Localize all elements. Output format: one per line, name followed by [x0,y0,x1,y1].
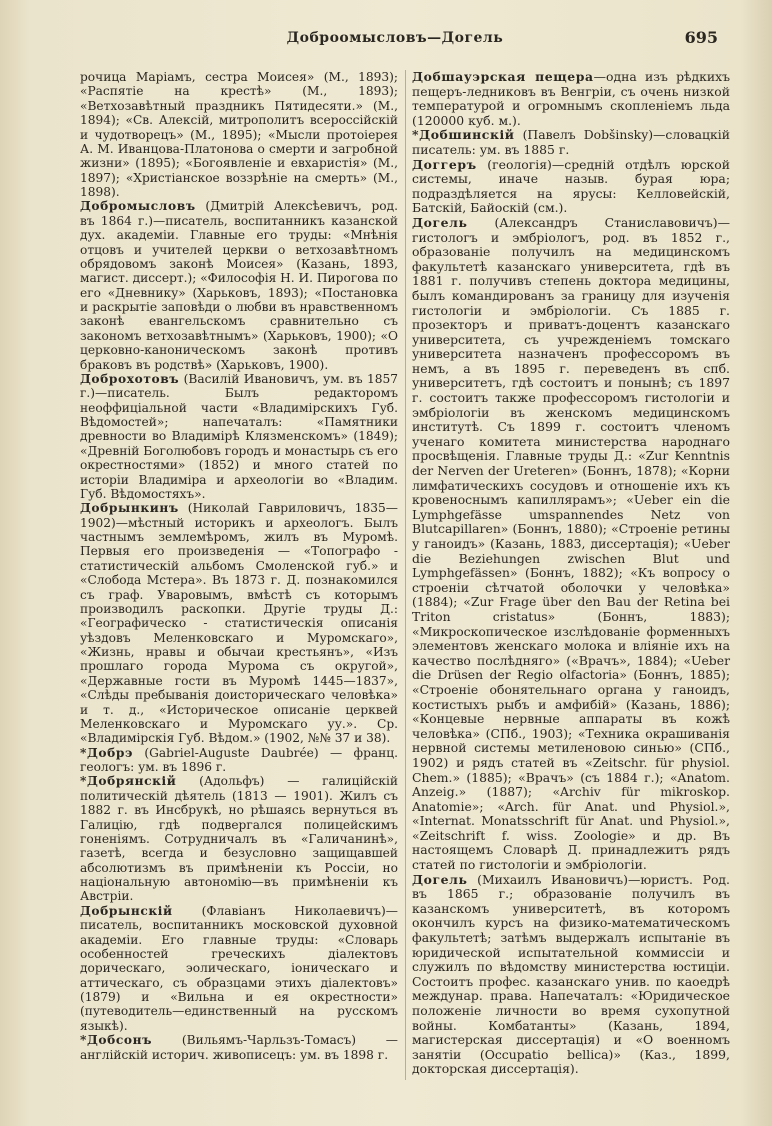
dictionary-entry [412,158,730,216]
dictionary-entry [80,372,398,501]
entry-headword: *Добрянскій [80,774,177,789]
dictionary-entry [412,216,730,873]
dictionary-entry [80,1033,398,1062]
left-column [80,70,398,1062]
entry-headword: *Добсонъ [80,1033,153,1048]
entry-text: (Павелъ Dobšinsky)—словацкій писатель: ум. въ 1885 г. [412,127,730,157]
dictionary-entry [80,199,398,372]
page-header [80,28,718,52]
entry-text: (Адольфъ) — галицiйскій политическій дѣятель (1813 — 1901). Жилъ съ 1882 г. въ Инсбрукѣ, но рѣшаясь вернуться въ Галицію, гдѣ подвергался полицейскимъ гоненіямъ. Сотрудничалъ въ «Галичанинѣ», газетѣ, всегда и безусловно защищавшей абсолютизмъ въ примѣненіи къ Россіи, но національную автономію—въ примѣненіи къ Австріи. [80,774,398,904]
column-divider [405,70,406,1080]
entry-text: (Николай Гавриловичъ, 1835—1902)—мѣстный историкъ и археологъ. Былъ частнымъ землемѣромъ, жилъ въ Муромѣ. Первыя его произведенія — «Топографо - статистическій альбомъ Смоленской губ.» и «Слобода Мстера». Въ 1873 г. Д. познакомился съ граф. Уваровымъ, вмѣстѣ съ которымъ производилъ раскопки. Другіе труды Д.: «Географическо - статистическія описанія уѣздовъ Меленковскаго и Муромскаго», «Жизнь, нравы и обычаи крестьянъ», «Изъ прошлаго города Мурома съ округой», «Державные гости въ Муромѣ 1445—1837», «Слѣды пребыванія доисторическаго человѣка» и т. д., «Историческое описаніе церквей Меленковскаго и Муромскаго уу.». Ср. «Владимірскія Губ. Вѣдом.» (1902, №№ 37 и 38). [80,501,398,746]
dictionary-entry [80,70,398,199]
entry-text: (Gabriel-Auguste Daubrée) — франц. геологъ: ум. въ 1896 г. [80,745,398,774]
entry-text: (Александръ Станиславовичъ)—гистологъ и эмбріологъ, род. въ 1852 г., образованіе получилъ на медицинскомъ факультетѣ казанскаго университета, гдѣ въ 1881 г. получивъ степень доктора медицины, былъ командированъ за границу для изученія гистологіи и эмбріологіи. Съ 1885 г. прозекторъ и приватъ-доцентъ казанскаго университета, съ учрежденіемъ томскаго университета назначенъ профессоромъ въ немъ, а въ 1895 г. переведенъ въ спб. университетъ, гдѣ состоитъ и понынѣ; съ 1897 г. состоитъ также профессоромъ гистологіи и эмбріологіи въ женскомъ медицинскомъ институтѣ. Съ 1899 г. состоитъ членомъ ученаго комитета министерства народнаго просвѣщенія. Главные труды Д.: «Zur Kenntnis der Nerven der Ureteren» (Боннъ, 1878); «Корни лимфатическихъ сосудовъ и отношеніе ихъ къ кровеноснымъ капиллярамъ»; «Ueber ein die Lymphgefässe umspannendes Netz von Blutcapillaren» (Боннъ, 1880); «Строеніе ретины у ганоидъ» (Казань, 1883, диссертація); «Ueber die Beziehungen zwischen Blut und Lymphgefässen» (Боннъ, 1882); «Къ вопросу о строеніи сѣтчатой оболочки у человѣка» (1884); «Zur Frage über den Bau der Retina bei Triton cristatus» (Боннъ, 1883); «Микроскопическое изслѣдованіе форменныхъ элементовъ женскаго молока и вліяніе ихъ на качество послѣдняго» («Врачъ», 1884); «Ueber die Drüsen der Regio olfactoria» (Боннъ, 1885); «Строеніе обонятельнаго органа у ганоидъ, костистыхъ рыбъ и амфибій» (Казань, 1886); «Концевые нервные аппараты въ кожѣ человѣка» (СПб., 1903); «Техника окрашиванія нервной системы метиленовою синью» (СПб., 1902) и рядъ статей въ «Zeitschr. für physiol. Chem.» (1885); «Врачъ» (съ 1884 г.); «Anatom. Anzeig.» (1887); «Archiv für mikroskop. Anatomie»; «Arch. für Anat. und Physiol.», «Internat. Monatsschrift für Anat. und Physiol.», «Zeitschrift f. wiss. Zoologie» и др. Въ настоящемъ Словарѣ Д. принадлежитъ рядъ статей по гистологіи и эмбріологіи. [412,214,730,873]
dictionary-entry [412,873,730,1077]
entry-text: (Михаилъ Ивановичъ)—юристъ. Род. въ 1865 г.; образованіе получилъ въ казанскомъ университетѣ, въ которомъ окончилъ курсъ на физико-математическомъ факультетѣ; затѣмъ выдержалъ испытаніе въ юридической испытательной коммиссіи и служилъ по вѣдомству министерства юстиціи. Состоитъ профес. казанскаго унив. по каоедрѣ междунар. права. Напечаталъ: «Юридическое положеніе личности во время сухопутной войны. Комбатанты» (Казань, 1894, магистерская диссертація) и «О военномъ занятіи (Occupatio bellica)» (Каз., 1899, докторская диссертація). [412,871,730,1077]
dictionary-entry [412,128,730,157]
dictionary-entry [80,746,398,775]
dictionary-entry [412,70,730,128]
entry-text: —одна изъ рѣдкихъ пещеръ-ледниковъ въ Венгріи, съ очень низкой температурой и огромнымъ скопленіемъ льда (120000 куб. м.). [412,69,731,128]
entry-headword: *Добрэ [80,745,134,760]
entry-text: (Вильямъ-Чарльзъ-Томасъ) — англійскій историч. живописецъ: ум. въ 1898 г. [80,1033,398,1062]
dictionary-entry [80,774,398,903]
entry-headword: Добрынкинъ [80,501,179,516]
dictionary-entry [80,904,398,1033]
entry-headword: Добрынскій [80,903,173,918]
entry-headword: Догель [412,214,468,230]
entry-headword: Доброхотовъ [80,371,180,386]
entry-text: (геологія)—средній отдѣлъ юрской системы, иначе назыв. бурая юра; подраздѣляется на ярусы: Келловейскій, Батскій, Байоскій (см.). [412,156,730,216]
page-number: 695 [684,28,718,47]
entry-headword: Добшауэрская пещера [412,69,594,84]
entry-text: рочица Маріамъ, сестра Моисея» (М., 1893); «Распятіе на крестѣ» (М., 1893); «Ветхозавѣтный праздникъ Пятидесяти.» (М., 1894); «Св. Алексій, митрополитъ всероссійскій и чудотворецъ» (М., 1895); «Мысли протоіерея А. М. Иванцова-Платонова о смерти и загробной жизни» (1895); «Богоявленіе и евхаристія» (М., 1897); «Христіанское воззрѣніе на смерть» (М., 1898). [80,70,398,199]
entry-headword: Догель [412,871,468,887]
dictionary-entry [80,501,398,745]
running-title: Доброомысловъ—Догель [286,30,504,46]
entry-headword: *Добшинскій [412,127,515,143]
entry-text: (Флавіанъ Николаевичъ)—писатель, воспитанникъ московской духовной академіи. Его главные труды: «Словарь особенностей греческихъ діалектовъ дорическаго, эолическаго, іоническаго и аттическаго, съ образцами этихъ діалектовъ» (1879) и «Вильна и ея окрестности» (путеводитель—единственный на русскомъ языкѣ). [80,903,398,1033]
entry-text: (Дмитрій Алексѣевичъ, род. въ 1864 г.)—писатель, воспитанникъ казанской дух. академіи. Главные его труды: «Мнѣнія отцовъ и учителей церкви о ветхозавѣтномъ обрядовомъ законѣ Моисея» (Казань, 1893, магист. диссерт.); «Философія Н. И. Пирогова по его «Дневнику» (Харьковъ, 1893); «Постановка и раскрытіе заповѣди о любви въ нравственномъ законѣ евангельскомъ сравнительно съ закономъ ветхозавѣтнымъ» (Харьковъ, 1900); «О церковно-каноническомъ законѣ противъ браковъ въ родствѣ» (Харьковъ, 1900). [80,199,398,372]
entry-headword: Доггеръ [412,156,477,172]
entry-text: (Василій Ивановичъ, ум. въ 1857 г.)—писатель. Былъ редакторомъ неоффиціальной части «Владимірскихъ Губ. Вѣдомостей»; напечаталъ: «Памятники древности во Владимірѣ Клязменскомъ» (1849); «Древній Боголюбовъ городъ и монастырь съ его окрестностями» (1852) и много статей по исторіи Владиміра и археологіи во «Владим. Губ. Вѣдомостяхъ». [80,371,398,501]
right-column [412,70,730,1077]
entry-headword: Добромысловъ [80,199,196,214]
